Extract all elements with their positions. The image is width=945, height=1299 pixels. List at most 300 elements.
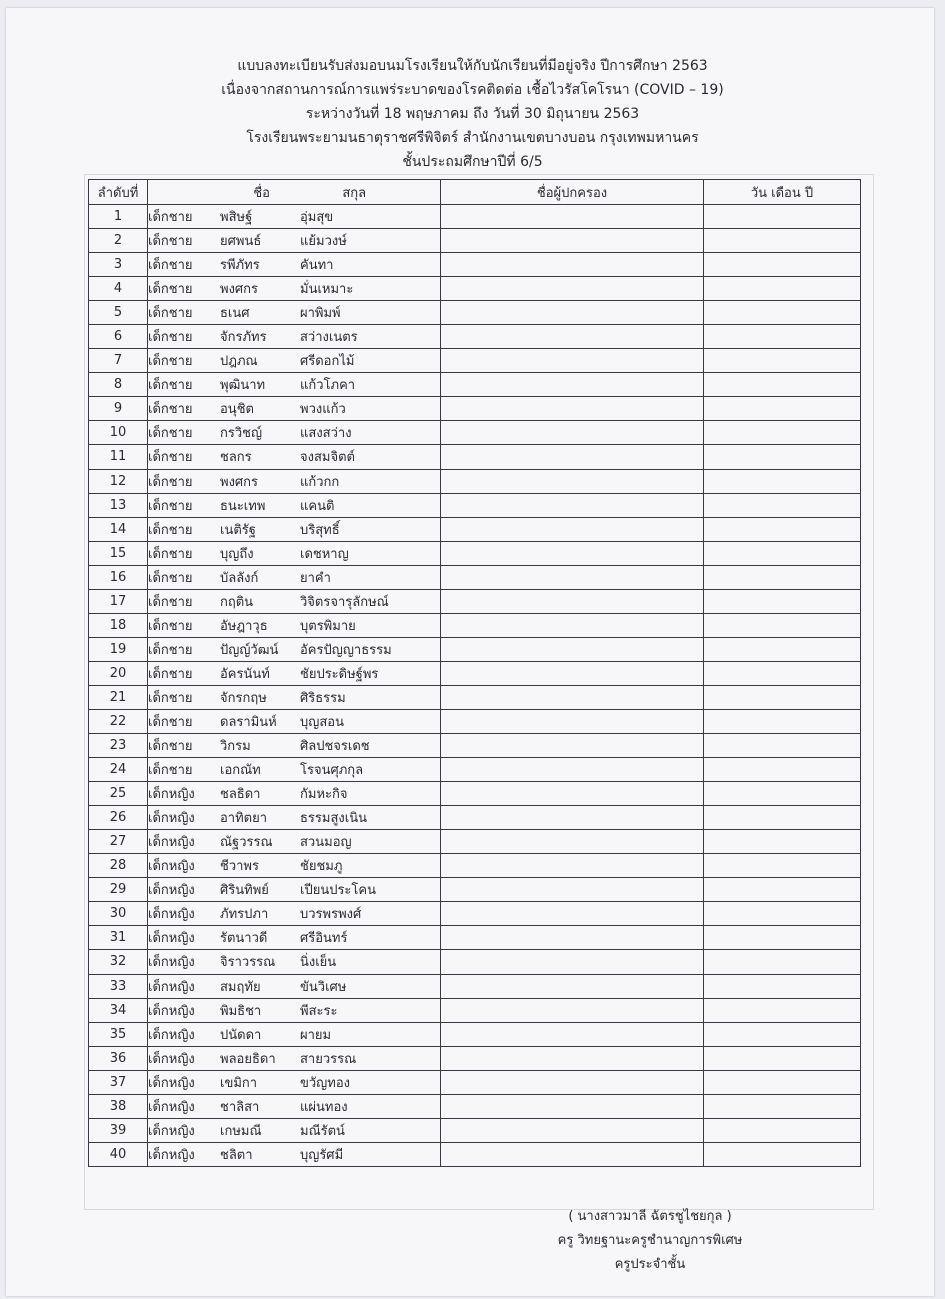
student-firstname: ชาลิสา [220,1099,260,1115]
row-number: 11 [89,445,148,469]
student-firstname: รพีภัทร [220,258,260,274]
student-name [148,854,441,878]
student-lastname: พวงแก้ว [300,402,346,418]
student-firstname: เนติรัฐ [220,522,256,538]
date-cell[interactable] [704,589,861,613]
date-cell[interactable] [704,253,861,277]
row-number: 2 [89,229,148,253]
student-name [148,541,441,565]
guardian-signature-cell[interactable] [441,806,704,830]
student-name [148,806,441,830]
header-period: ระหว่างวันที่ 18 พฤษภาคม ถึง วันที่ 30 มิถุนายน 2563 [305,106,640,122]
column-header-firstname: ชื่อ [253,185,270,201]
student-prefix: เด็กชาย [148,474,193,490]
student-firstname: พิมธิชา [220,1003,262,1019]
student-firstname: ยศพนธ์ [220,234,262,250]
guardian-signature-cell[interactable] [441,854,704,878]
table-row [89,926,861,950]
row-number: 36 [89,1046,148,1070]
table-row [89,830,861,854]
student-prefix: เด็กชาย [148,642,193,658]
table-row [89,205,861,229]
table-row [89,1046,861,1070]
student-firstname: ปัญญ์วัฒน์ [220,642,279,658]
student-firstname: ปฎภณ [220,354,258,370]
guardian-signature-cell[interactable] [441,661,704,685]
student-firstname: เขมิกา [220,1075,258,1091]
date-cell[interactable] [704,782,861,806]
student-lastname: แคนติ [300,498,335,514]
table-row [89,421,861,445]
student-lastname: ชัยชมภู [300,859,343,875]
guardian-signature-cell[interactable] [441,709,704,733]
student-name [148,1142,441,1166]
signer-role: ครูประจำชั้น [614,1257,686,1272]
student-firstname: พงศกร [220,474,259,490]
student-prefix: เด็กชาย [148,234,193,250]
row-number: 32 [89,950,148,974]
guardian-signature-cell[interactable] [441,253,704,277]
student-prefix: เด็กหญิง [148,787,195,803]
table-row [89,637,861,661]
student-lastname: จงสมจิตต์ [300,450,355,466]
table-row [89,854,861,878]
table-row [89,397,861,421]
table-row [89,1118,861,1142]
row-number: 26 [89,806,148,830]
row-number: 35 [89,1022,148,1046]
student-lastname: บุตรพิมาย [300,618,356,634]
student-lastname: ศิริธรรม [300,690,346,706]
guardian-signature-cell[interactable] [441,902,704,926]
date-cell[interactable] [704,397,861,421]
row-number: 20 [89,661,148,685]
guardian-signature-cell[interactable] [441,1070,704,1094]
student-prefix: เด็กชาย [148,258,193,274]
column-header-date: วัน เดือน ปี [704,180,861,205]
table-row [89,878,861,902]
date-cell[interactable] [704,830,861,854]
student-lastname: ธรรมสูงเนิน [300,811,367,827]
guardian-signature-cell[interactable] [441,613,704,637]
guardian-signature-cell[interactable] [441,926,704,950]
row-number: 40 [89,1142,148,1166]
student-prefix: เด็กชาย [148,330,193,346]
table-row [89,661,861,685]
student-prefix: เด็กชาย [148,402,193,418]
guardian-signature-cell[interactable] [441,830,704,854]
roster-table [88,179,861,1167]
guardian-signature-cell[interactable] [441,782,704,806]
table-row [89,709,861,733]
student-firstname: ชลธิดา [220,787,261,803]
guardian-signature-cell[interactable] [441,1094,704,1118]
guardian-signature-cell[interactable] [441,974,704,998]
table-row [89,325,861,349]
row-number: 4 [89,277,148,301]
guardian-signature-cell[interactable] [441,469,704,493]
student-lastname: บุญสอน [300,715,344,730]
table-header-row [89,180,861,205]
student-lastname: ศิลปชจรเดช [300,739,370,755]
student-prefix: เด็กชาย [148,594,193,610]
student-firstname: จิราวรรณ [220,955,276,971]
student-prefix: เด็กหญิง [148,1123,195,1139]
student-lastname: มณีรัตน์ [300,1123,345,1139]
student-name [148,301,441,325]
date-cell[interactable] [704,685,861,709]
student-prefix: เด็กชาย [148,210,193,226]
row-number: 18 [89,613,148,637]
row-number: 25 [89,782,148,806]
date-cell[interactable] [704,878,861,902]
guardian-signature-cell[interactable] [441,277,704,301]
student-prefix: เด็กหญิง [148,835,195,851]
date-cell[interactable] [704,1046,861,1070]
row-number: 23 [89,734,148,758]
student-lastname: ศรีอินทร์ [300,931,348,947]
guardian-signature-cell[interactable] [441,229,704,253]
date-cell[interactable] [704,926,861,950]
table-row [89,950,861,974]
table-row [89,445,861,469]
guardian-signature-cell[interactable] [441,1142,704,1166]
guardian-signature-cell[interactable] [441,445,704,469]
date-cell[interactable] [704,565,861,589]
guardian-signature-cell[interactable] [441,565,704,589]
date-cell[interactable] [704,229,861,253]
student-prefix: เด็กชาย [148,426,193,442]
student-name [148,397,441,421]
date-cell[interactable] [704,421,861,445]
student-name [148,1070,441,1094]
student-name [148,1046,441,1070]
table-row [89,517,861,541]
column-header-lastname: สกุล [342,185,367,201]
student-firstname: สมฤทัย [220,979,261,995]
student-name [148,421,441,445]
guardian-signature-cell[interactable] [441,1046,704,1070]
student-name [148,902,441,926]
student-lastname: บุญรัศมี [300,1147,344,1163]
student-firstname: ปนัดดา [220,1027,262,1043]
table-row [89,758,861,782]
row-number: 15 [89,541,148,565]
date-cell[interactable] [704,325,861,349]
guardian-signature-cell[interactable] [441,734,704,758]
header-school: โรงเรียนพระยามนธาตุราชศรีพิจิตร์ สำนักงานเขตบางบอน กรุงเทพมหานคร [246,130,699,146]
date-cell[interactable] [704,974,861,998]
student-firstname: พุฒินาท [220,378,266,394]
student-firstname: กฤติน [220,594,254,610]
student-prefix: เด็กหญิง [148,1027,195,1043]
student-firstname: เอกณัท [220,763,261,779]
row-number: 27 [89,830,148,854]
guardian-signature-cell[interactable] [441,950,704,974]
guardian-signature-cell[interactable] [441,758,704,782]
student-name [148,830,441,854]
student-name [148,445,441,469]
row-number: 21 [89,685,148,709]
student-name [148,782,441,806]
row-number: 12 [89,469,148,493]
signer-position: ครู วิทยฐานะครูชำนาญการพิเศษ [557,1233,743,1248]
row-number: 38 [89,1094,148,1118]
student-prefix: เด็กชาย [148,282,193,298]
student-prefix: เด็กชาย [148,546,193,562]
table-row [89,229,861,253]
row-number: 1 [89,205,148,229]
student-firstname: รัตนาวดี [220,931,268,947]
student-firstname: ชลิตา [220,1147,253,1163]
student-lastname: โรจนศุภกุล [300,763,364,779]
row-number: 10 [89,421,148,445]
signer-name: ( นางสาวมาลี ฉัตรชูไชยกุล ) [568,1209,732,1224]
student-lastname: เปียนประโคน [300,883,376,899]
table-row [89,902,861,926]
guardian-signature-cell[interactable] [441,373,704,397]
student-firstname: ชลกร [220,450,252,466]
student-lastname: แผ่นทอง [300,1099,348,1115]
student-prefix: เด็กชาย [148,666,193,682]
student-firstname: พลอยธิดา [220,1051,276,1067]
student-lastname: กัมหะกิจ [300,787,348,803]
student-name [148,277,441,301]
student-name [148,998,441,1022]
date-cell[interactable] [704,277,861,301]
row-number: 5 [89,301,148,325]
table-row [89,349,861,373]
row-number: 6 [89,325,148,349]
date-cell[interactable] [704,950,861,974]
guardian-signature-cell[interactable] [441,205,704,229]
date-cell[interactable] [704,637,861,661]
document-header [0,54,945,174]
date-cell[interactable] [704,758,861,782]
date-cell[interactable] [704,1094,861,1118]
student-firstname: ดลรามินห์ [220,715,277,730]
student-firstname: อัษฎาวุธ [220,618,268,634]
student-lastname: สวนมอญ [300,835,352,851]
student-lastname: ผายม [300,1027,332,1043]
date-cell[interactable] [704,493,861,517]
student-firstname: กรวิชญ์ [220,426,263,442]
date-cell[interactable] [704,445,861,469]
student-firstname: อัครนันท์ [220,666,270,682]
header-reason: เนื่องจากสถานการณ์การแพร่ระบาดของโรคติดต่อ เชื้อไวรัสโคโรนา (COVID – 19) [221,82,724,98]
date-cell[interactable] [704,902,861,926]
header-class: ชั้นประถมศึกษาปีที่ 6/5 [402,154,543,170]
student-name [148,253,441,277]
student-lastname: แก้วกก [300,474,340,490]
student-prefix: เด็กชาย [148,306,193,322]
student-name [148,758,441,782]
student-prefix: เด็กหญิง [148,1075,195,1091]
student-lastname: ขวัญทอง [300,1075,350,1091]
guardian-signature-cell[interactable] [441,325,704,349]
student-name [148,878,441,902]
table-row [89,253,861,277]
student-prefix: เด็กหญิง [148,1147,195,1163]
table-row [89,493,861,517]
guardian-signature-cell[interactable] [441,517,704,541]
student-lastname: มั่นเหมาะ [300,282,354,298]
student-lastname: อุ่มสุข [300,210,334,226]
date-cell[interactable] [704,1142,861,1166]
table-row [89,1094,861,1118]
guardian-signature-cell[interactable] [441,421,704,445]
date-cell[interactable] [704,1070,861,1094]
student-prefix: เด็กชาย [148,690,193,706]
guardian-signature-cell[interactable] [441,998,704,1022]
guardian-signature-cell[interactable] [441,493,704,517]
student-prefix: เด็กหญิง [148,979,195,995]
row-number: 13 [89,493,148,517]
date-cell[interactable] [704,734,861,758]
date-cell[interactable] [704,709,861,733]
student-firstname: ศิรินทิพย์ [220,883,269,899]
student-firstname: เกษมณี [220,1123,262,1139]
student-lastname: ขันวิเศษ [300,979,347,995]
student-firstname: ชีวาพร [220,859,259,875]
date-cell[interactable] [704,998,861,1022]
student-lastname: เดชหาญ [300,546,349,562]
student-name [148,734,441,758]
student-firstname: บัลลังก์ [220,570,259,586]
row-number: 9 [89,397,148,421]
table-row [89,301,861,325]
student-lastname: บวรพรพงศ์ [300,907,362,923]
student-firstname: วิกรม [220,739,251,755]
student-name [148,709,441,733]
guardian-signature-cell[interactable] [441,541,704,565]
date-cell[interactable] [704,854,861,878]
table-row [89,565,861,589]
date-cell[interactable] [704,661,861,685]
table-row [89,1022,861,1046]
date-cell[interactable] [704,1022,861,1046]
date-cell[interactable] [704,205,861,229]
student-lastname: ศรีดอกไม้ [300,354,355,370]
row-number: 19 [89,637,148,661]
student-name [148,349,441,373]
student-name [148,589,441,613]
table-row [89,277,861,301]
student-lastname: บริสุทธิ์ [300,522,340,538]
guardian-signature-cell[interactable] [441,1118,704,1142]
student-name [148,1118,441,1142]
student-lastname: นิ่งเย็น [300,955,337,971]
row-number: 8 [89,373,148,397]
table-row [89,1142,861,1166]
student-firstname: พงศกร [220,282,259,298]
student-prefix: เด็กหญิง [148,1003,195,1019]
date-cell[interactable] [704,301,861,325]
column-header-no: ลำดับที่ [89,180,148,205]
student-name [148,565,441,589]
student-firstname: บุญถึง [220,546,254,562]
table-row [89,613,861,637]
student-lastname: ผาพิมพ์ [300,306,341,322]
student-prefix: เด็กชาย [148,763,193,779]
row-number: 16 [89,565,148,589]
table-row [89,806,861,830]
student-prefix: เด็กหญิง [148,1099,195,1115]
student-prefix: เด็กชาย [148,498,193,514]
table-row [89,541,861,565]
row-number: 31 [89,926,148,950]
guardian-signature-cell[interactable] [441,685,704,709]
date-cell[interactable] [704,613,861,637]
date-cell[interactable] [704,349,861,373]
student-prefix: เด็กหญิง [148,1051,195,1067]
student-firstname: จักรภัทร [220,330,267,346]
student-lastname: พีสะระ [300,1003,338,1019]
row-number: 37 [89,1070,148,1094]
column-header-name [148,180,441,205]
student-prefix: เด็กหญิง [148,907,195,923]
student-prefix: เด็กหญิง [148,955,195,971]
student-name [148,1094,441,1118]
date-cell[interactable] [704,806,861,830]
guardian-signature-cell[interactable] [441,878,704,902]
student-firstname: พสิษฐ์ [220,210,253,226]
row-number: 3 [89,253,148,277]
student-prefix: เด็กหญิง [148,883,195,899]
row-number: 34 [89,998,148,1022]
student-prefix: เด็กชาย [148,522,193,538]
student-prefix: เด็กชาย [148,450,193,466]
date-cell[interactable] [704,541,861,565]
guardian-signature-cell[interactable] [441,301,704,325]
guardian-signature-cell[interactable] [441,397,704,421]
student-lastname: ยาคำ [300,570,331,586]
row-number: 39 [89,1118,148,1142]
student-firstname: อาทิตยา [220,811,268,827]
student-name [148,493,441,517]
student-prefix: เด็กชาย [148,715,193,730]
guardian-signature-cell[interactable] [441,1022,704,1046]
guardian-signature-cell[interactable] [441,589,704,613]
student-name [148,205,441,229]
row-number: 30 [89,902,148,926]
student-prefix: เด็กชาย [148,739,193,755]
student-lastname: วิจิตรจารุลักษณ์ [300,594,389,610]
guardian-signature-cell[interactable] [441,637,704,661]
date-cell[interactable] [704,469,861,493]
table-row [89,589,861,613]
student-lastname: ชัยประดิษฐ์พร [300,666,379,682]
table-row [89,1070,861,1094]
student-prefix: เด็กชาย [148,618,193,634]
guardian-signature-cell[interactable] [441,349,704,373]
row-number: 14 [89,517,148,541]
row-number: 17 [89,589,148,613]
table-row [89,685,861,709]
student-name [148,685,441,709]
student-name [148,926,441,950]
student-name [148,613,441,637]
signature-block [520,1205,780,1277]
student-name [148,229,441,253]
student-firstname: จักรกฤษ [220,690,267,706]
table-row [89,734,861,758]
student-firstname: ธเนศ [220,306,250,322]
student-name [148,469,441,493]
date-cell[interactable] [704,1118,861,1142]
date-cell[interactable] [704,517,861,541]
date-cell[interactable] [704,373,861,397]
